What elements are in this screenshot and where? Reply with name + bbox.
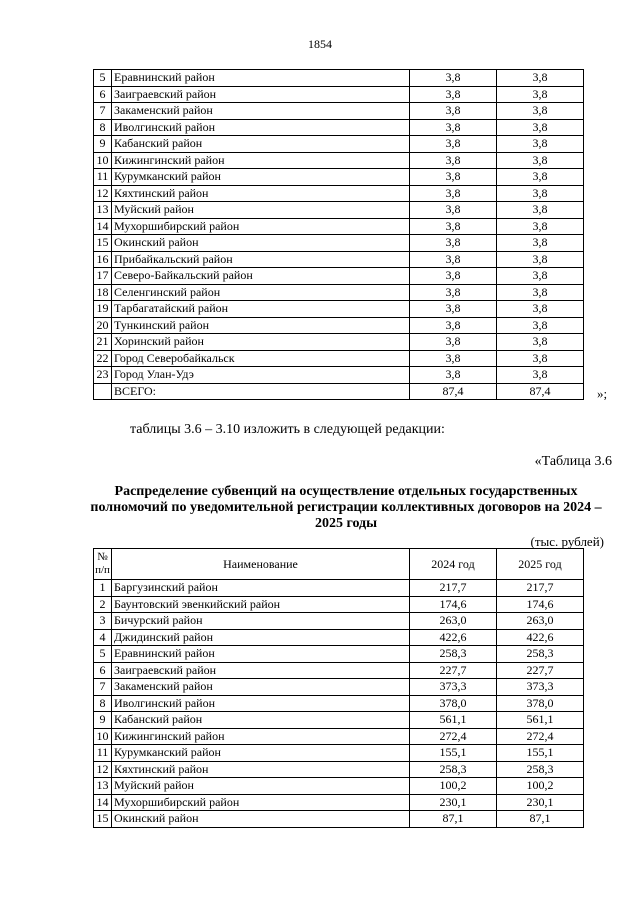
row-name: Северо-Байкальский район (112, 268, 410, 285)
table-row (94, 202, 584, 219)
row-value-2025: 3,8 (497, 202, 584, 219)
table-row (94, 629, 584, 646)
table-row (94, 70, 584, 87)
row-number: 12 (94, 185, 112, 202)
row-value-2025: 3,8 (497, 218, 584, 235)
row-number: 15 (94, 811, 112, 828)
total-label: ВСЕГО: (112, 383, 410, 400)
row-name: Кижингинский район (112, 152, 410, 169)
row-value-2025: 258,3 (497, 761, 584, 778)
table-second-body (94, 580, 584, 828)
total-row (94, 383, 584, 400)
row-name: Заиграевский район (112, 86, 410, 103)
row-name: Муйский район (112, 778, 410, 795)
table-row (94, 152, 584, 169)
row-name: Закаменский район (112, 679, 410, 696)
table-row (94, 728, 584, 745)
row-value-2024: 373,3 (410, 679, 497, 696)
row-value-2024: 3,8 (410, 169, 497, 186)
row-number: 6 (94, 86, 112, 103)
row-number: 20 (94, 317, 112, 334)
row-value-2024: 3,8 (410, 350, 497, 367)
table-label: «Таблица 3.6 (534, 454, 612, 469)
row-number: 8 (94, 695, 112, 712)
table-row (94, 86, 584, 103)
table-row (94, 794, 584, 811)
row-value-2024: 3,8 (410, 202, 497, 219)
table-title: Распределение субвенций на осуществление отдельных государственных полномочий по уведомительной регистрации коллективных договоров на 2024 – 2025 годы (90, 484, 602, 531)
row-number: 4 (94, 629, 112, 646)
row-value-2025: 3,8 (497, 235, 584, 252)
row-value-2024: 217,7 (410, 580, 497, 597)
quote-close: »; (597, 386, 608, 401)
table-first (93, 69, 584, 400)
row-number: 11 (94, 169, 112, 186)
row-value-2025: 100,2 (497, 778, 584, 795)
row-value-2024: 561,1 (410, 712, 497, 729)
table-row (94, 613, 584, 630)
row-name: Иволгинский район (112, 119, 410, 136)
row-number: 6 (94, 662, 112, 679)
row-value-2025: 3,8 (497, 367, 584, 384)
table-row (94, 646, 584, 663)
row-value-2024: 3,8 (410, 367, 497, 384)
row-number: 5 (94, 70, 112, 87)
row-number: 13 (94, 202, 112, 219)
row-value-2025: 561,1 (497, 712, 584, 729)
row-value-2025: 3,8 (497, 317, 584, 334)
table-row (94, 662, 584, 679)
row-name: Закаменский район (112, 103, 410, 120)
table-row (94, 185, 584, 202)
row-value-2024: 3,8 (410, 70, 497, 87)
row-name: Еравнинский район (112, 70, 410, 87)
row-value-2025: 230,1 (497, 794, 584, 811)
total-2024: 87,4 (410, 383, 497, 400)
row-value-2024: 3,8 (410, 268, 497, 285)
row-value-2025: 174,6 (497, 596, 584, 613)
row-value-2024: 100,2 (410, 778, 497, 795)
row-value-2024: 3,8 (410, 235, 497, 252)
table-row (94, 103, 584, 120)
row-value-2025: 3,8 (497, 70, 584, 87)
row-value-2024: 174,6 (410, 596, 497, 613)
row-value-2025: 3,8 (497, 136, 584, 153)
row-name: Кяхтинский район (112, 185, 410, 202)
row-name: Кабанский район (112, 136, 410, 153)
row-value-2024: 87,1 (410, 811, 497, 828)
header-num: № п/п (94, 549, 112, 580)
row-value-2025: 422,6 (497, 629, 584, 646)
row-name: Джидинский район (112, 629, 410, 646)
row-number: 14 (94, 218, 112, 235)
row-name: Кяхтинский район (112, 761, 410, 778)
row-name: Кижингинский район (112, 728, 410, 745)
table-row (94, 811, 584, 828)
row-value-2025: 3,8 (497, 268, 584, 285)
row-value-2024: 3,8 (410, 284, 497, 301)
row-value-2024: 258,3 (410, 646, 497, 663)
row-value-2024: 3,8 (410, 301, 497, 318)
row-name: Прибайкальский район (112, 251, 410, 268)
row-number: 2 (94, 596, 112, 613)
row-value-2025: 3,8 (497, 284, 584, 301)
row-value-2025: 3,8 (497, 350, 584, 367)
row-value-2025: 3,8 (497, 251, 584, 268)
row-name: Заиграевский район (112, 662, 410, 679)
row-name: Город Северобайкальск (112, 350, 410, 367)
row-name: Селенгинский район (112, 284, 410, 301)
row-name: Баунтовский эвенкийский район (112, 596, 410, 613)
row-value-2024: 230,1 (410, 794, 497, 811)
row-name: Тункинский район (112, 317, 410, 334)
row-number: 21 (94, 334, 112, 351)
table-row (94, 284, 584, 301)
row-value-2024: 3,8 (410, 218, 497, 235)
row-value-2025: 3,8 (497, 103, 584, 120)
row-value-2025: 227,7 (497, 662, 584, 679)
row-value-2025: 155,1 (497, 745, 584, 762)
row-value-2024: 3,8 (410, 103, 497, 120)
row-name: Еравнинский район (112, 646, 410, 663)
table-row (94, 580, 584, 597)
row-number: 1 (94, 580, 112, 597)
row-value-2024: 155,1 (410, 745, 497, 762)
table-header-row (94, 549, 584, 580)
row-number: 23 (94, 367, 112, 384)
row-number: 15 (94, 235, 112, 252)
table-row (94, 695, 584, 712)
row-number: 5 (94, 646, 112, 663)
row-number: 17 (94, 268, 112, 285)
table-row (94, 761, 584, 778)
row-name: Баргузинский район (112, 580, 410, 597)
table-second (93, 548, 584, 828)
row-number: 10 (94, 728, 112, 745)
row-name: Иволгинский район (112, 695, 410, 712)
row-value-2024: 3,8 (410, 317, 497, 334)
table-row (94, 679, 584, 696)
table-row (94, 235, 584, 252)
row-name: Хоринский район (112, 334, 410, 351)
row-value-2025: 3,8 (497, 301, 584, 318)
row-number: 16 (94, 251, 112, 268)
row-number: 11 (94, 745, 112, 762)
table-row (94, 367, 584, 384)
row-value-2024: 3,8 (410, 86, 497, 103)
header-2025: 2025 год (497, 549, 584, 580)
row-number: 7 (94, 679, 112, 696)
unit-label: (тыс. рублей) (530, 534, 604, 549)
table-row (94, 596, 584, 613)
table-first-body (94, 70, 584, 400)
row-value-2025: 3,8 (497, 86, 584, 103)
row-value-2024: 378,0 (410, 695, 497, 712)
table-row (94, 119, 584, 136)
header-2024: 2024 год (410, 549, 497, 580)
row-value-2025: 378,0 (497, 695, 584, 712)
row-name: Курумканский район (112, 169, 410, 186)
row-number: 13 (94, 778, 112, 795)
table-row (94, 218, 584, 235)
row-number: 10 (94, 152, 112, 169)
row-value-2025: 373,3 (497, 679, 584, 696)
row-value-2025: 263,0 (497, 613, 584, 630)
row-value-2024: 272,4 (410, 728, 497, 745)
row-name: Бичурский район (112, 613, 410, 630)
table-row (94, 301, 584, 318)
row-value-2024: 258,3 (410, 761, 497, 778)
row-value-2025: 3,8 (497, 334, 584, 351)
table-row (94, 251, 584, 268)
intro-text: таблицы 3.6 – 3.10 изложить в следующей редакции: (130, 422, 445, 437)
row-name: Кабанский район (112, 712, 410, 729)
table-row (94, 136, 584, 153)
row-name: Окинский район (112, 811, 410, 828)
row-value-2025: 87,1 (497, 811, 584, 828)
row-number (94, 383, 112, 400)
row-value-2024: 227,7 (410, 662, 497, 679)
row-number: 3 (94, 613, 112, 630)
table-row (94, 350, 584, 367)
row-value-2024: 422,6 (410, 629, 497, 646)
row-value-2024: 3,8 (410, 185, 497, 202)
row-number: 18 (94, 284, 112, 301)
row-value-2025: 258,3 (497, 646, 584, 663)
table-row (94, 317, 584, 334)
row-value-2025: 3,8 (497, 185, 584, 202)
row-number: 7 (94, 103, 112, 120)
row-number: 14 (94, 794, 112, 811)
row-value-2024: 3,8 (410, 152, 497, 169)
row-value-2025: 217,7 (497, 580, 584, 597)
row-name: Муйский район (112, 202, 410, 219)
row-number: 12 (94, 761, 112, 778)
row-name: Мухоршибирский район (112, 218, 410, 235)
row-name: Тарбагатайский район (112, 301, 410, 318)
row-name: Курумканский район (112, 745, 410, 762)
table-row (94, 334, 584, 351)
row-value-2024: 3,8 (410, 251, 497, 268)
total-2025: 87,4 (497, 383, 584, 400)
row-value-2024: 3,8 (410, 119, 497, 136)
row-value-2024: 3,8 (410, 136, 497, 153)
row-value-2024: 263,0 (410, 613, 497, 630)
table-row (94, 778, 584, 795)
table-row (94, 169, 584, 186)
row-value-2025: 3,8 (497, 119, 584, 136)
row-number: 9 (94, 136, 112, 153)
row-number: 9 (94, 712, 112, 729)
row-name: Мухоршибирский район (112, 794, 410, 811)
table-row (94, 712, 584, 729)
header-name: Наименование (112, 549, 410, 580)
table-row (94, 268, 584, 285)
row-number: 19 (94, 301, 112, 318)
row-value-2024: 3,8 (410, 334, 497, 351)
row-value-2025: 3,8 (497, 169, 584, 186)
row-name: Город Улан-Удэ (112, 367, 410, 384)
page-number: 1854 (308, 37, 332, 51)
row-number: 22 (94, 350, 112, 367)
row-number: 8 (94, 119, 112, 136)
table-row (94, 745, 584, 762)
row-value-2025: 272,4 (497, 728, 584, 745)
row-value-2025: 3,8 (497, 152, 584, 169)
row-name: Окинский район (112, 235, 410, 252)
